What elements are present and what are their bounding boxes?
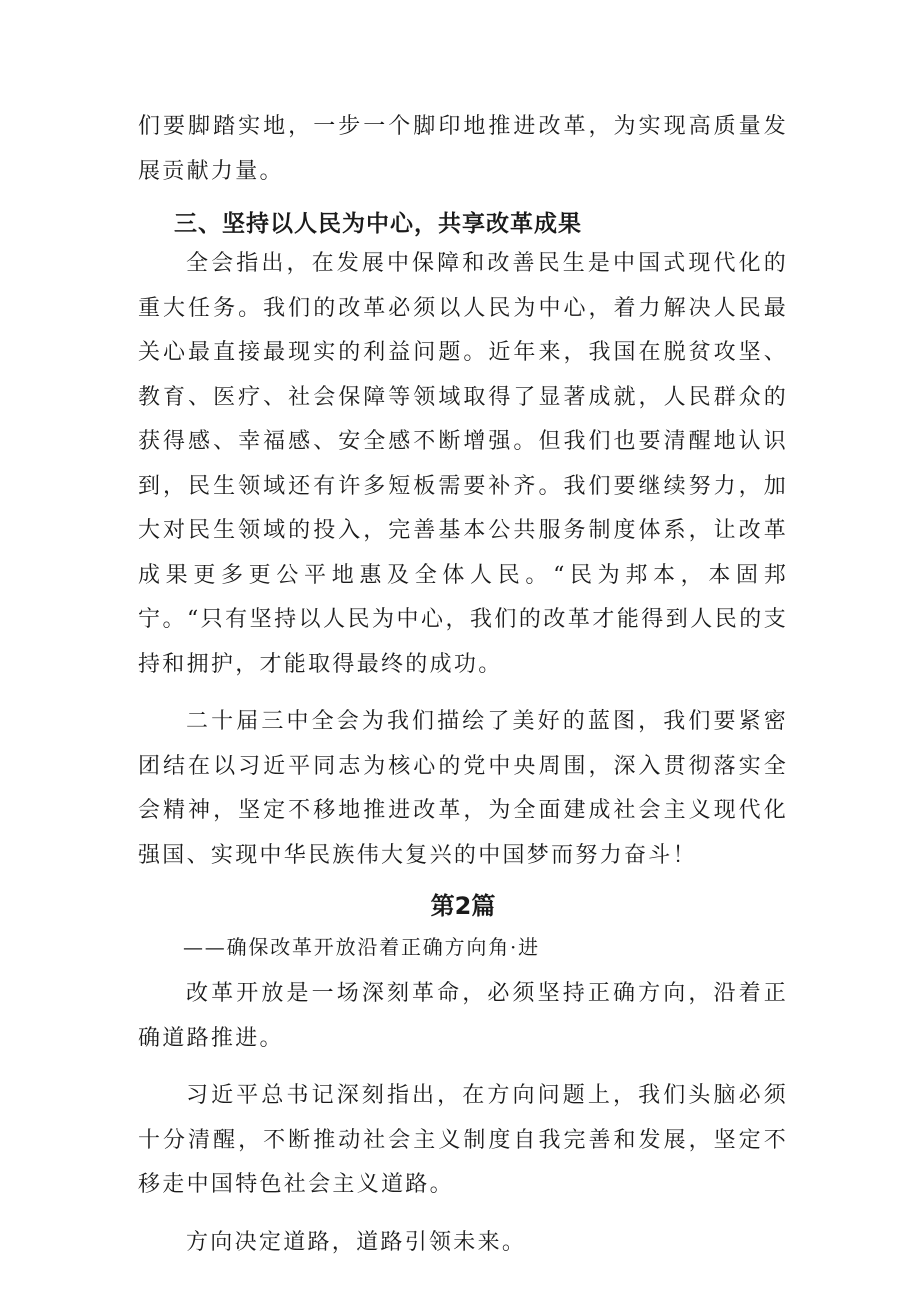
paragraph-continuation: 们要脚踏实地，一步一个脚印地推进改革，为实现高质量发展贡献力量。: [138, 114, 788, 184]
paragraph-direction-road: 方向决定道路，道路引领未来。: [186, 1229, 527, 1255]
paragraph-xi-quote: 习近平总书记深刻指出，在方向问题上，我们头脑必须十分清醒，不断推动社会主义制度自我完善和发展，坚定不移走中国特色社会主义道路。: [138, 1083, 788, 1197]
article-subtitle: ——确保改革开放沿着正确方向角·进: [183, 935, 540, 959]
paragraph-people-centered: 全会指出，在发展中保障和改善民生是中国式现代化的重大任务。我们的改革必须以人民为中心，着力解决人民最关心最直接最现实的利益问题。近年来，我国在脱贫攻坚、教育、医疗、社会保障等领域取得了显著成就，人民群众的获得感、幸福感、安全感不断增强。但我们也要清醒地认识到，民生领域还有许多短板需要补齐。我们要继续努力，加大对民生领域的投入，完善基本公共服务制度体系，让改革成果更多更公平地惠及全体人民。“民为邦本，本固邦宁。“只有坚持以人民为中心，我们的改革才能得到人民的支持和拥护，才能取得最终的成功。: [138, 251, 788, 677]
paragraph-reform-direction: 改革开放是一场深刻革命，必须坚持正确方向，沿着正确道路推进。: [138, 981, 788, 1051]
paragraph-closing: 二十届三中全会为我们描绘了美好的蓝图，我们要紧密团结在以习近平同志为核心的党中央周围，深入贯彻落实全会精神，坚定不移地推进改革，为全面建成社会主义现代化强国、实现中华民族伟大复兴的中国梦而努力奋斗！: [138, 709, 788, 868]
article-title: 第2篇: [430, 892, 496, 920]
section-heading: 三、坚持以人民为中心，共享改革成果: [174, 211, 582, 237]
document-page: [138, 105, 788, 1265]
